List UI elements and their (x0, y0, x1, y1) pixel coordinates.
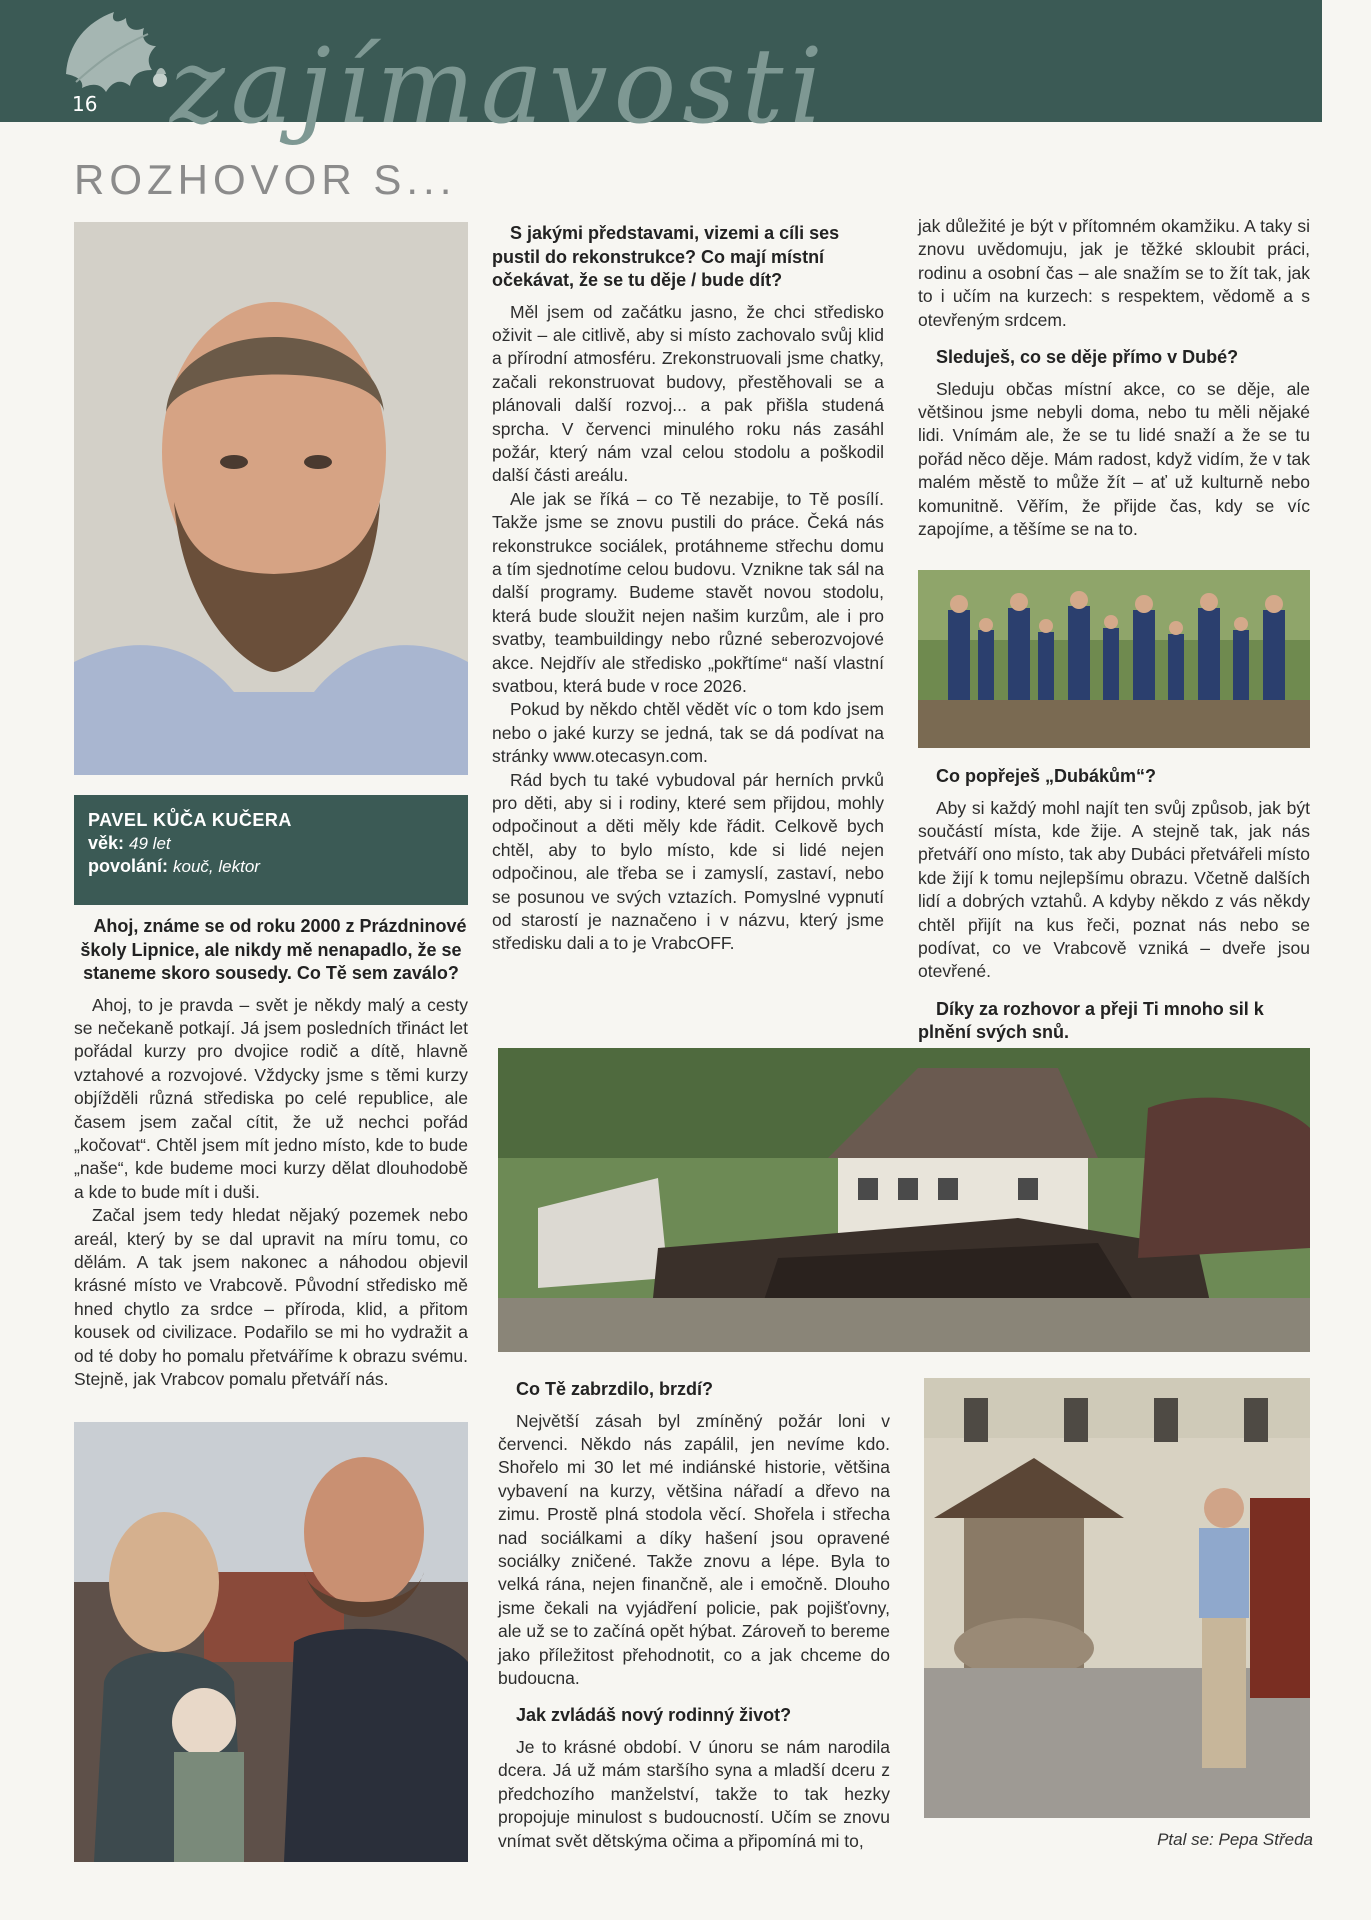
closing-thanks: Díky za rozhovor a přeji Ti mnoho sil k plnění svých snů. (918, 998, 1264, 1043)
question-6: Jak zvládáš nový rodinný život? (516, 1705, 792, 1726)
section-title: zajímavosti (170, 25, 829, 147)
answer-2-paragraph-1: Měl jsem od začátku jasno, že chci středisko oživit – ale citlivě, aby si místo zachovalo svůj klid a přírodní atmosféru. Zrekonstruovali jsme chatky, začali rekonstruovat budovy, přestěhovali se a plánovali další rozvoj... a pak přišla studená sprcha. V červenci minulého roku nás zasáhl požár, který nám vzal celou stodolu a poškodil další části areálu. (492, 301, 884, 486)
job-value: kouč, lektor (173, 857, 260, 876)
column-4 (498, 1378, 890, 1853)
answer-4: Aby si každý mohl najít ten svůj způsob, jak být součástí místa, kde žije. A stejně tak, jak nás přetváří ono místo, tak aby Dubáci přetvářeli místo kde žijí k tomu nejlepšímu obrazu. Včetně dalších lidí a dobrých vztahů. A kdyby někdo z vás někdy chtěl přijít na kus řeči, poznat nás nebo se podívat, co ve Vrabcově vzniká – dveře jsou otevřené. (918, 797, 1310, 982)
answer-1-paragraph-1: Ahoj, to je pravda – svět je někdy malý a cesty se nečekaně potkají. Já jsem posledních třináct let pořádal kurzy pro dvojice rodič a dítě, hlavně vztahové a rozvojové. Vždycky jsme s těmi kurzy objížděli různá střediska po celé republice, ale časem jsem začal cítit, že už nechci pořád „kočovat“. Chtěl jsem mít jedno místo, kde to bude „naše“, kde budeme moci kurzy dělat dlouhodobě a kde to bude mít i duši. (74, 994, 468, 1202)
question-3: Sleduješ, co se děje přímo v Dubé? (936, 347, 1239, 368)
group-photo (918, 570, 1310, 748)
column-3-top (918, 215, 1310, 541)
answer-2-paragraph-3: Pokud by někdo chtěl vědět víc o tom kdo jsem nebo o jaké kurzy se jedná, tak se dá podívat na stránky www.otecasyn.com. (492, 699, 884, 767)
well-photo (924, 1378, 1310, 1818)
fire-damage-photo (498, 1048, 1310, 1352)
age-label: věk: (88, 833, 125, 853)
family-photo (74, 1422, 468, 1862)
interview-kicker: ROZHOVOR S... (74, 156, 457, 203)
age-value: 49 let (129, 834, 171, 853)
answer-2-paragraph-4: Rád bych tu také vybudoval pár herních prvků pro děti, aby si i rodiny, které sem přijdou, mohly odpočinout a děti měly kde řádit. Celkově bych chtěl, aby to bylo místo, kde si lidé nejen odpočinou, ale třeba se i zamyslí, zastaví, nebo se posunou ve svých vztazích. Pomyslné vypnutí od starostí je naznačeno i v názvu, který jsme středisku dali a to je VrabcOFF. (492, 769, 884, 954)
answer-2-paragraph-2: Ale jak se říká – co Tě nezabije, to Tě posílí. Takže jsme se znovu pustili do práce. Čeká nás rekonstrukce sociálek, protáhneme střechu domu a tím sjednotíme celou budovu. Vznikne tak sál na další programy. Budeme stavět novou stodolu, která bude sloužit nejen našim kurzům, ale i pro svatby, teambuildingy nebo různé seberozvojové akce. Nejdřív ale středisko „pokřtíme“ naší vlastní svatbou, která bude v roce 2026. (492, 488, 884, 696)
question-1: Ahoj, známe se od roku 2000 z Prázdninové školy Lipnice, ale nikdy mě nenapadlo, že se staneme skoro sousedy. Co Tě sem zaválo? (80, 916, 467, 983)
job-label: povolání: (88, 856, 168, 876)
answer-1-paragraph-2: Začal jsem tedy hledat nějaký pozemek nebo areál, který by se dal upravit na míru tomu, co dělám. A tak jsem nakonec a náhodou objevil krásné místo ve Vrabcově. Původní středisko mě hned chytlo za srdce – příroda, klid, a přitom kousek od civilizace. Podařilo se mi ho vydražit a od té doby ho pomalu přetváříme k obrazu svému. Stejně, jak Vrabcov pomalu přetváří nás. (74, 1205, 468, 1389)
answer-6: Je to krásné období. V únoru se nám narodila dcera. Já už mám staršího syna a mladší dceru z předchozího manželství, takže to tak hezky propojuje minulost s budoucností. Učím se znovu vnímat svět dětskýma očima a připomíná mi to, (498, 1736, 890, 1851)
photo-credit: Ptal se: Pepa Středa (1157, 1830, 1313, 1849)
answer-3: Sleduju občas místní akce, co se děje, ale většinou jsme nebyli doma, nebo tu měli nějaké lidi. Vnímám ale, že se tu lidé snaží a že se tu pořád něco děje. Mám radost, když vidím, že v tak malém městě to může žít – ať už kulturně nebo komunitně. Věřím, že přijde čas, kdy se víc zapojíme, a těšíme se na to. (918, 378, 1310, 539)
oak-leaf-icon (56, 4, 168, 104)
question-2: S jakými představami, vizemi a cíli ses pustil do rekonstrukce? Co mají místní očekávat, že se tu děje / bude dít? (492, 223, 840, 290)
profile-box (74, 795, 468, 905)
question-4: Co popřeješ „Dubákům“? (936, 766, 1157, 786)
answer-5: Největší zásah byl zmíněný požár loni v červenci. Někdo nás zapálil, jen nevíme kdo. Shořelo mi 30 let mé indiánské historie, většina vybavení na kurzy, většina nářadí a dřevo na zimu. Prostě plná stodola věcí. Shořela i střecha nad sociálkami a díky hašení jsou opravené sociálky zničené. Takže znovu a lépe. Byla to velká rána, nejen finančně, ale i emočně. Dlouho jsme čekali na vyjádření policie, pak pojišťovny, ale už se to začíná opět hýbat. Zároveň to bereme jako příležitost přehodnotit, co a jak chceme do budoucna. (498, 1410, 890, 1688)
page-number: 16 (72, 92, 98, 116)
column-3-bottom (918, 765, 1310, 1053)
answer-continued: jak důležité je být v přítomném okamžiku. A taky si znovu uvědomuju, jak je těžké skloubit práci, rodinu a osobní čas – ale snažím se to žít tak, jak to i učím na kurzech: s respektem, vědomě a s otevřeným srdcem. (918, 216, 1310, 330)
portrait-photo (74, 222, 468, 775)
profile-name: PAVEL KŮČA KUČERA (88, 810, 292, 830)
question-5: Co Tě zabrzdilo, brzdí? (516, 1379, 713, 1399)
column-1 (74, 915, 468, 1391)
column-2 (492, 222, 884, 956)
